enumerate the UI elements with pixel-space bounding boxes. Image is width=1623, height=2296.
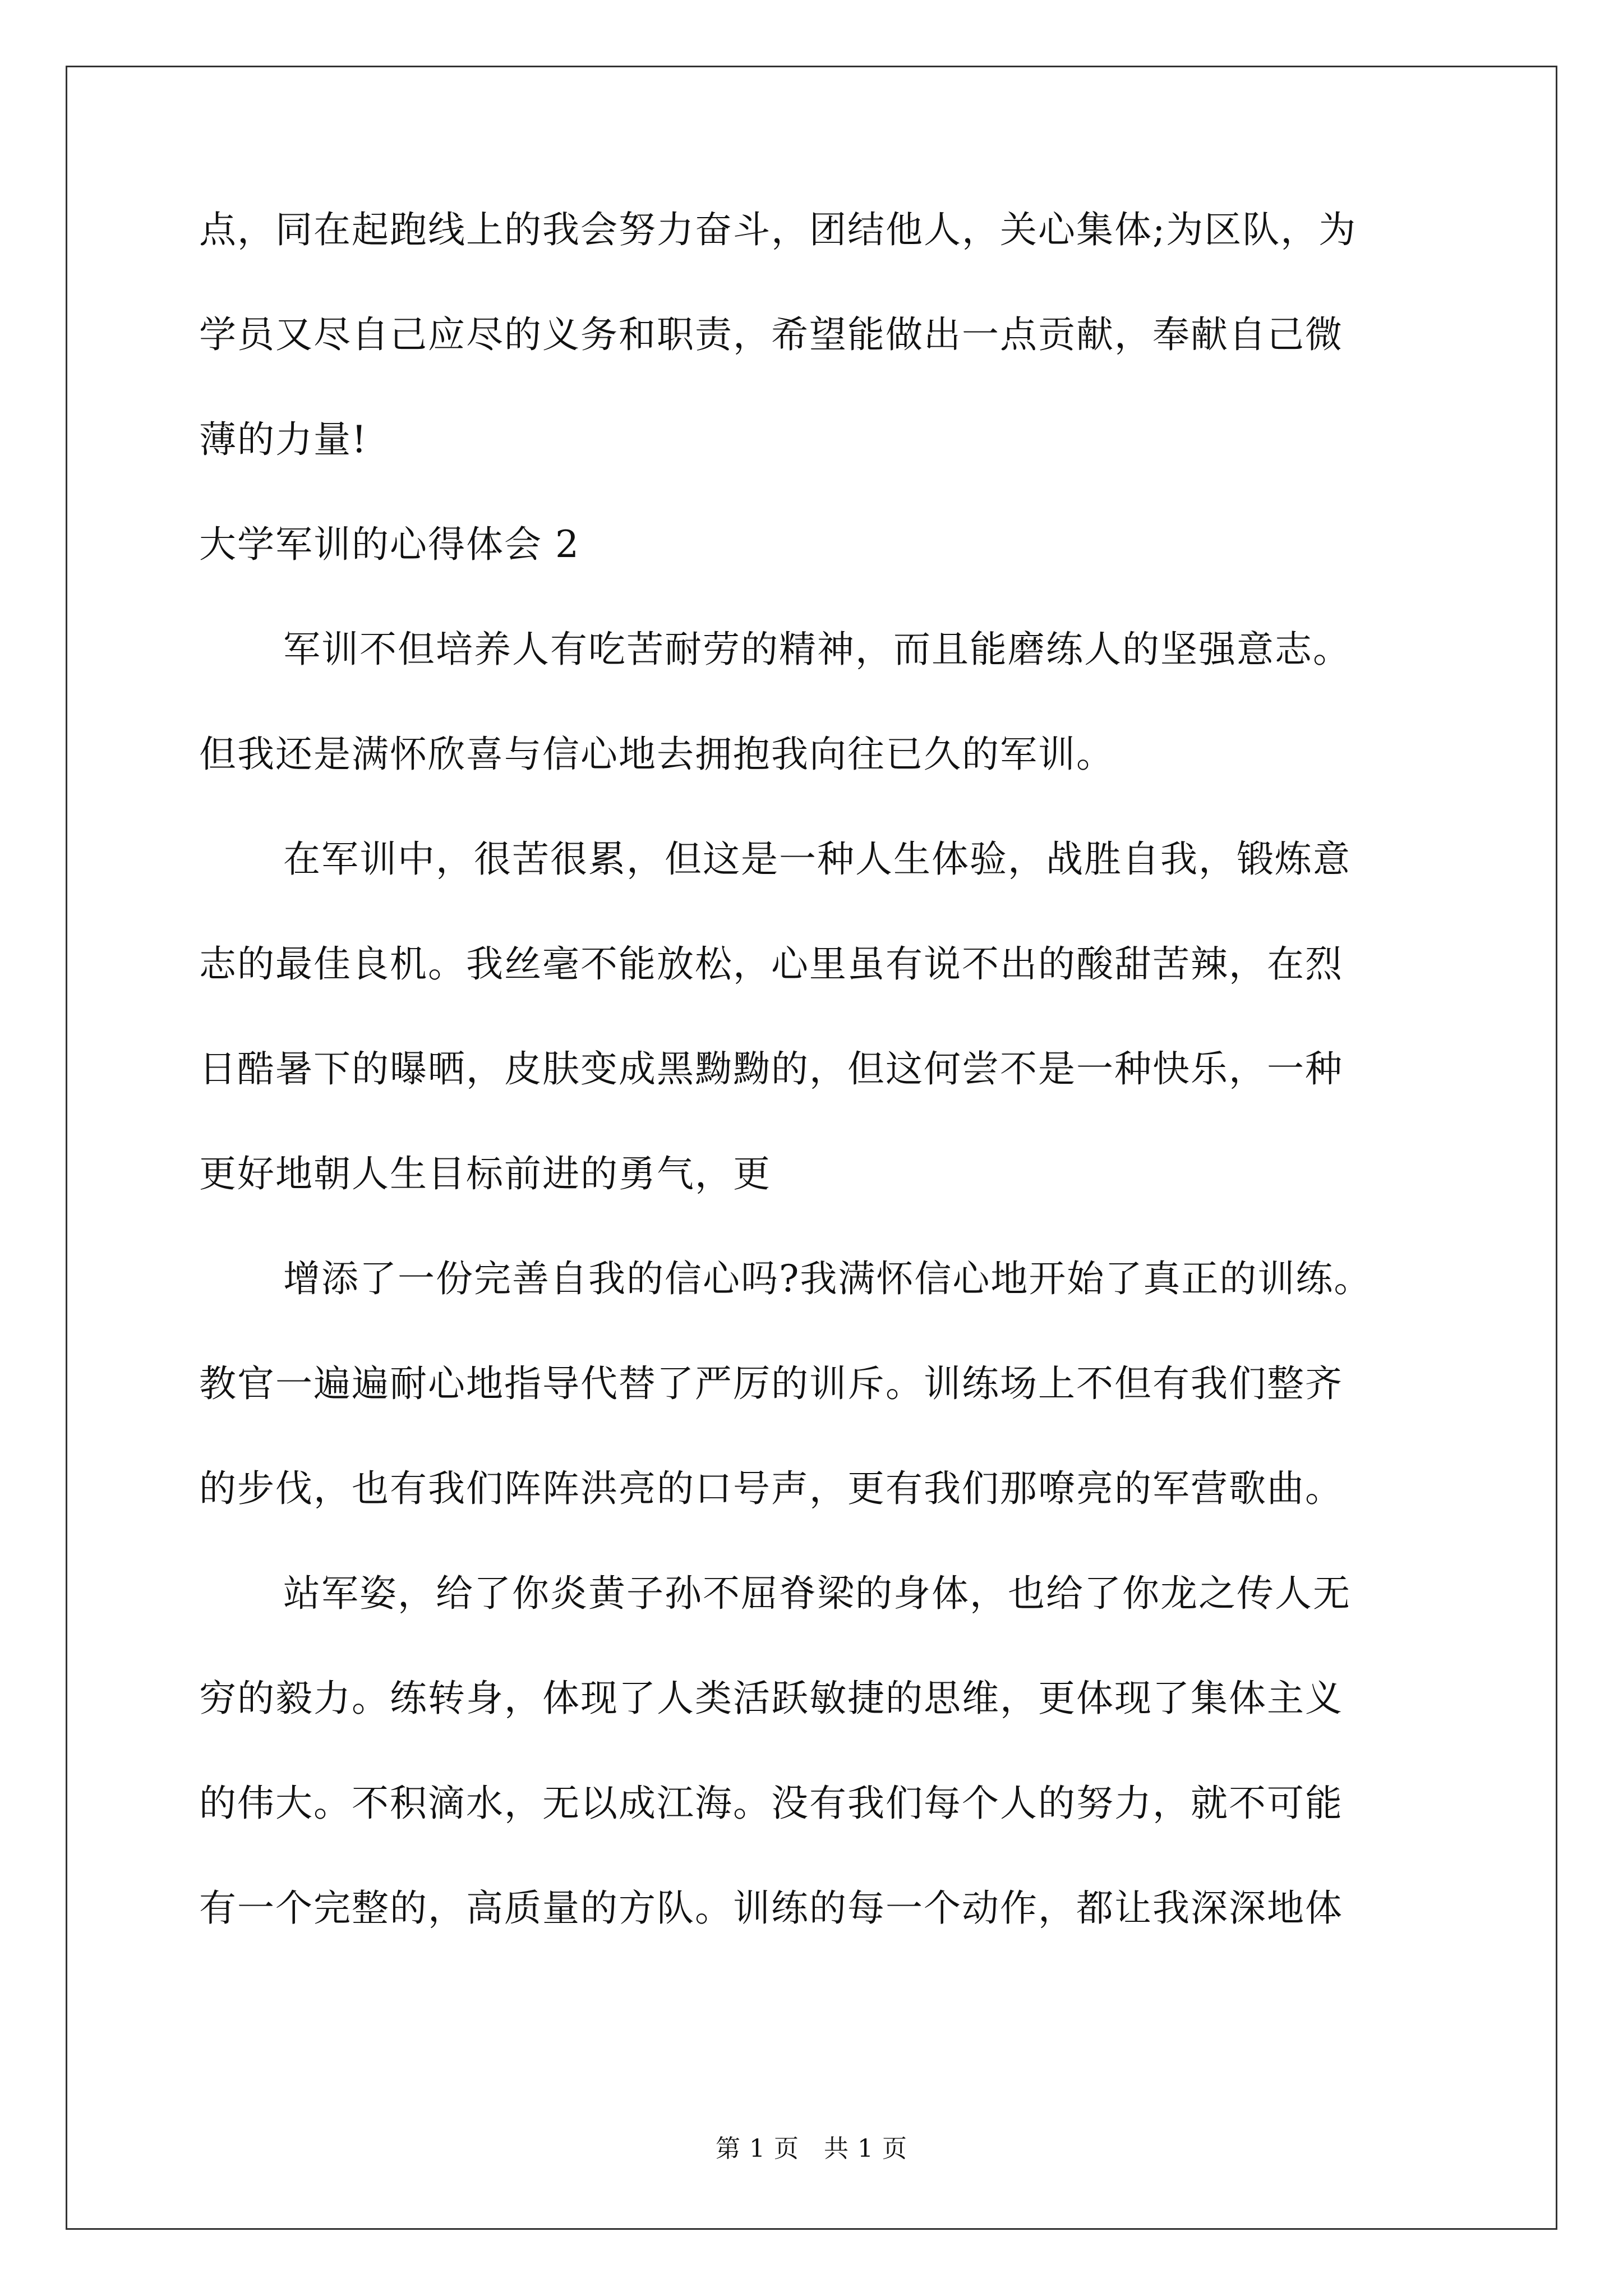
section-heading: 大学军训的心得体会 2 bbox=[199, 523, 580, 566]
text-line: 学员又尽自己应尽的义务和职责，希望能做出一点贡献，奉献自己微 bbox=[199, 313, 1343, 356]
page-count: 共 1 页 bbox=[824, 2134, 907, 2163]
text-line: 志的最佳良机。我丝毫不能放松，心里虽有说不出的酸甜苦辣，在烈 bbox=[199, 942, 1343, 986]
page-number: 第 1 页 bbox=[716, 2134, 799, 2163]
text-line: 增添了一份完善自我的信心吗?我满怀信心地开始了真正的训练。 bbox=[283, 1257, 1372, 1300]
text-line: 薄的力量! bbox=[199, 418, 368, 461]
text-line: 穷的毅力。练转身，体现了人类活跃敏捷的思维，更体现了集体主义 bbox=[199, 1677, 1343, 1720]
text-line: 在军训中，很苦很累，但这是一种人生体验，战胜自我，锻炼意 bbox=[283, 838, 1351, 881]
text-line: 军训不但培养人有吃苦耐劳的精神，而且能磨练人的坚强意志。 bbox=[283, 628, 1351, 671]
text-line: 更好地朝人生目标前进的勇气，更 bbox=[199, 1152, 771, 1195]
text-line: 教官一遍遍耐心地指导代替了严厉的训斥。训练场上不但有我们整齐 bbox=[199, 1362, 1343, 1405]
text-line: 的步伐，也有我们阵阵洪亮的口号声，更有我们那嘹亮的军营歌曲。 bbox=[199, 1467, 1343, 1510]
text-line: 有一个完整的，高质量的方队。训练的每一个动作，都让我深深地体 bbox=[199, 1887, 1343, 1930]
text-line: 日酷暑下的曝晒，皮肤变成黑黝黝的，但这何尝不是一种快乐，一种 bbox=[199, 1047, 1343, 1091]
text-line: 但我还是满怀欣喜与信心地去拥抱我向往已久的军训。 bbox=[199, 733, 1114, 776]
text-line: 的伟大。不积滴水，无以成江海。没有我们每个人的努力，就不可能 bbox=[199, 1782, 1343, 1825]
page-footer bbox=[0, 2133, 1623, 2165]
text-line: 站军姿，给了你炎黄子孙不屈脊梁的身体，也给了你龙之传人无 bbox=[283, 1572, 1351, 1615]
text-line: 点，同在起跑线上的我会努力奋斗，团结他人，关心集体;为区队，为 bbox=[199, 208, 1357, 251]
